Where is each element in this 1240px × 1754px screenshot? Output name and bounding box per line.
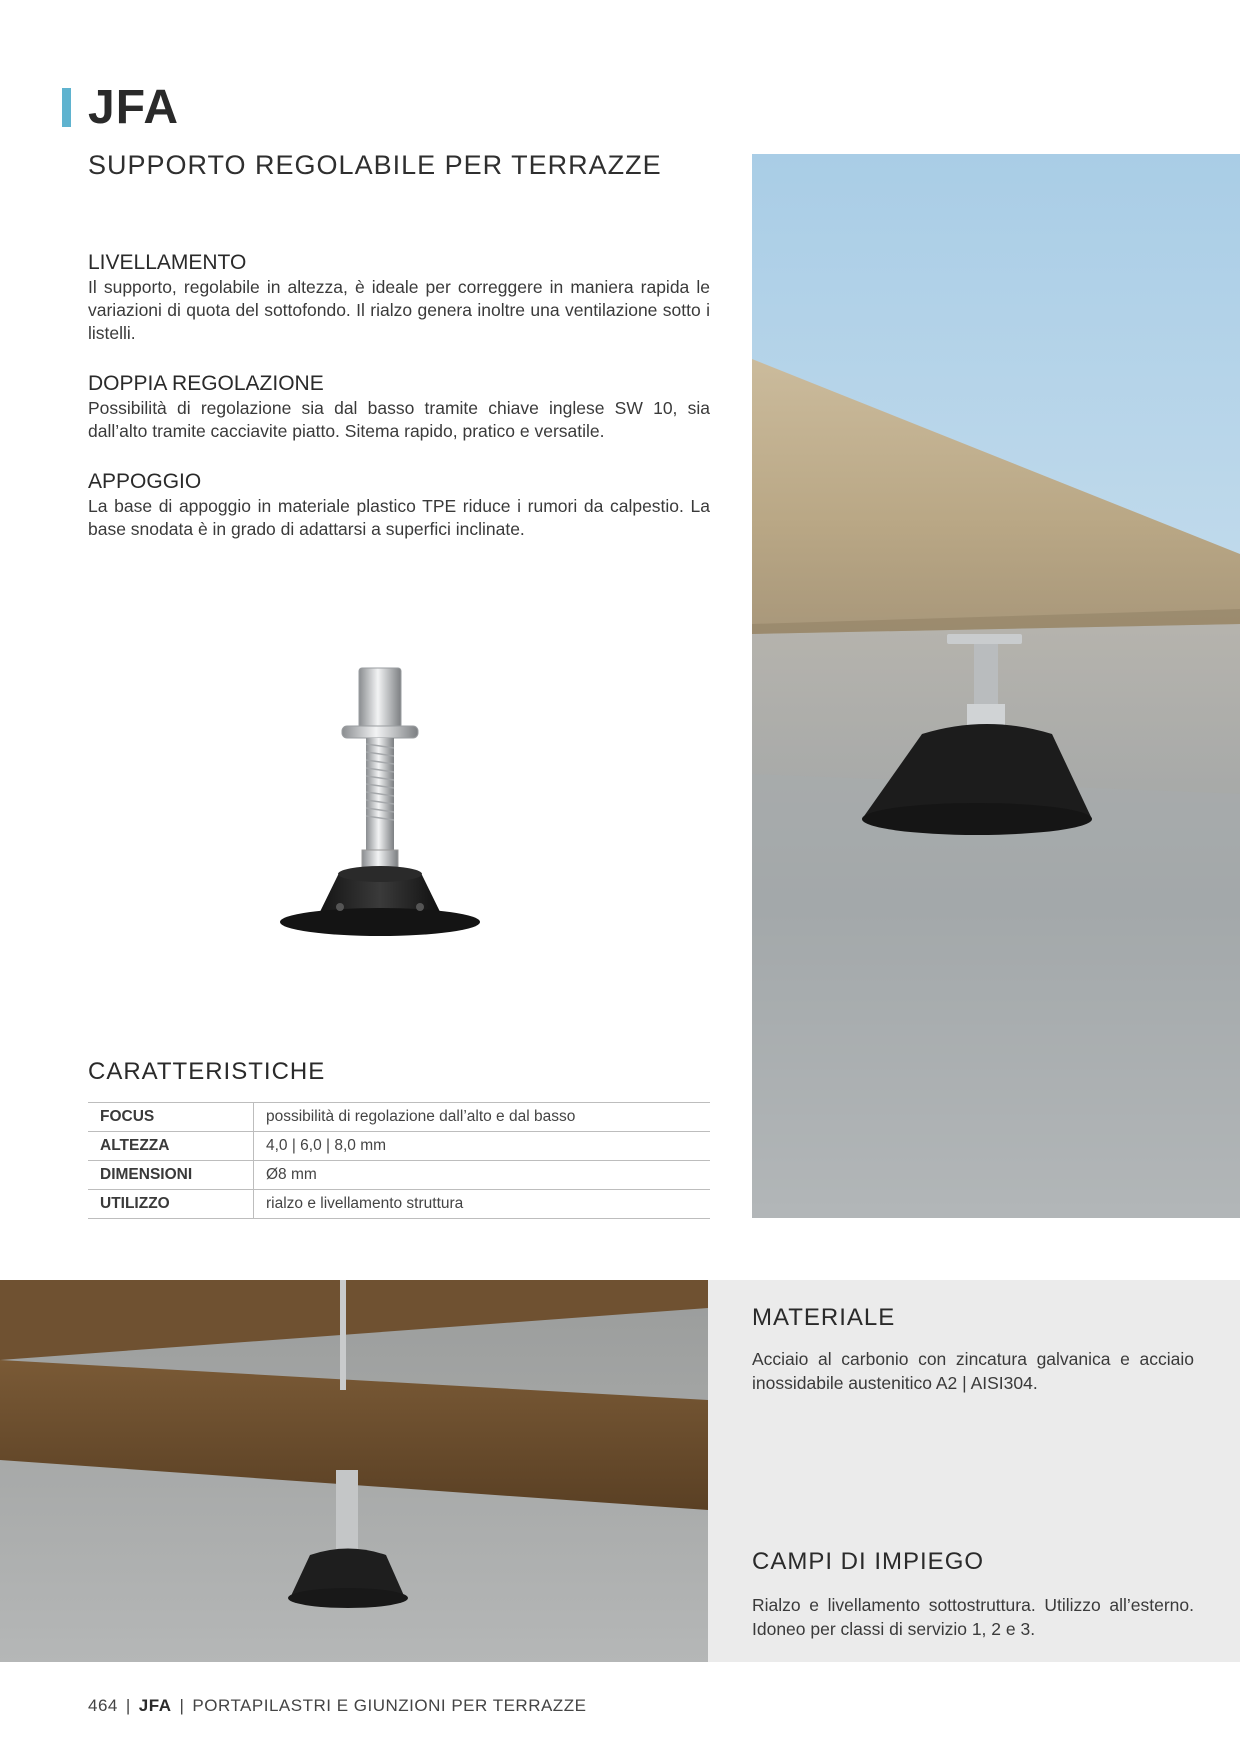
spec-value: possibilità di regolazione dall’alto e dal basso [254, 1103, 711, 1132]
title-accent-bar [62, 88, 71, 127]
feature-text: Il supporto, regolabile in altezza, è ideale per correggere in maniera rapida le variazioni di quota del sottofondo. Il rialzo genera inoltre una ventilazione sotto i listelli. [88, 277, 710, 343]
footer-product: JFA [138, 1696, 172, 1715]
product-image [270, 660, 490, 980]
features-section [88, 250, 710, 567]
usage-heading: CAMPI DI IMPIEGO [752, 1548, 985, 1575]
spec-key: ALTEZZA [88, 1132, 254, 1161]
usage-text: Rialzo e livellamento sottostruttura. Utilizzo all’esterno. Idoneo per classi di servizio 1, 2 e 3. [752, 1595, 1194, 1639]
spec-key: FOCUS [88, 1103, 254, 1132]
installation-photo-right [752, 154, 1240, 1218]
spec-value: Ø8 mm [254, 1161, 711, 1190]
installation-photo-bottom [0, 1280, 708, 1662]
feature-livellamento [88, 250, 710, 345]
feature-heading: DOPPIA REGOLAZIONE [88, 372, 324, 395]
footer-separator: | [125, 1696, 131, 1715]
table-row [88, 1103, 710, 1132]
material-heading: MATERIALE [752, 1304, 896, 1331]
table-row [88, 1190, 710, 1219]
feature-text: Possibilità di regolazione sia dal basso tramite chiave inglese SW 10, sia dall’alto tramite cacciavite piatto. Sitema rapido, pratico e versatile. [88, 398, 710, 441]
specs-table [88, 1102, 710, 1219]
feature-doppia-regolazione [88, 371, 710, 443]
page-number: 464 [88, 1696, 118, 1715]
table-row [88, 1132, 710, 1161]
spec-key: UTILIZZO [88, 1190, 254, 1219]
spec-key: DIMENSIONI [88, 1161, 254, 1190]
table-row [88, 1161, 710, 1190]
footer-separator: | [179, 1696, 185, 1715]
material-text: Acciaio al carbonio con zincatura galvanica e acciaio inossidabile austenitico A2 | AISI304. [752, 1349, 1194, 1393]
info-panel [708, 1280, 1240, 1662]
specs-title: CARATTERISTICHE [88, 1058, 326, 1085]
feature-heading: APPOGGIO [88, 470, 202, 493]
feature-appoggio [88, 469, 710, 541]
feature-heading: LIVELLAMENTO [88, 251, 247, 274]
spec-value: 4,0 | 6,0 | 8,0 mm [254, 1132, 711, 1161]
page-subtitle: SUPPORTO REGOLABILE PER TERRAZZE [88, 150, 662, 180]
spec-value: rialzo e livellamento struttura [254, 1190, 711, 1219]
page-footer [88, 1696, 586, 1716]
page-title: JFA [88, 81, 180, 134]
footer-section: PORTAPILASTRI E GIUNZIONI PER TERRAZZE [192, 1696, 587, 1715]
feature-text: La base di appoggio in materiale plastico TPE riduce i rumori da calpestio. La base snodata è in grado di adattarsi a superfici inclinate. [88, 496, 710, 539]
